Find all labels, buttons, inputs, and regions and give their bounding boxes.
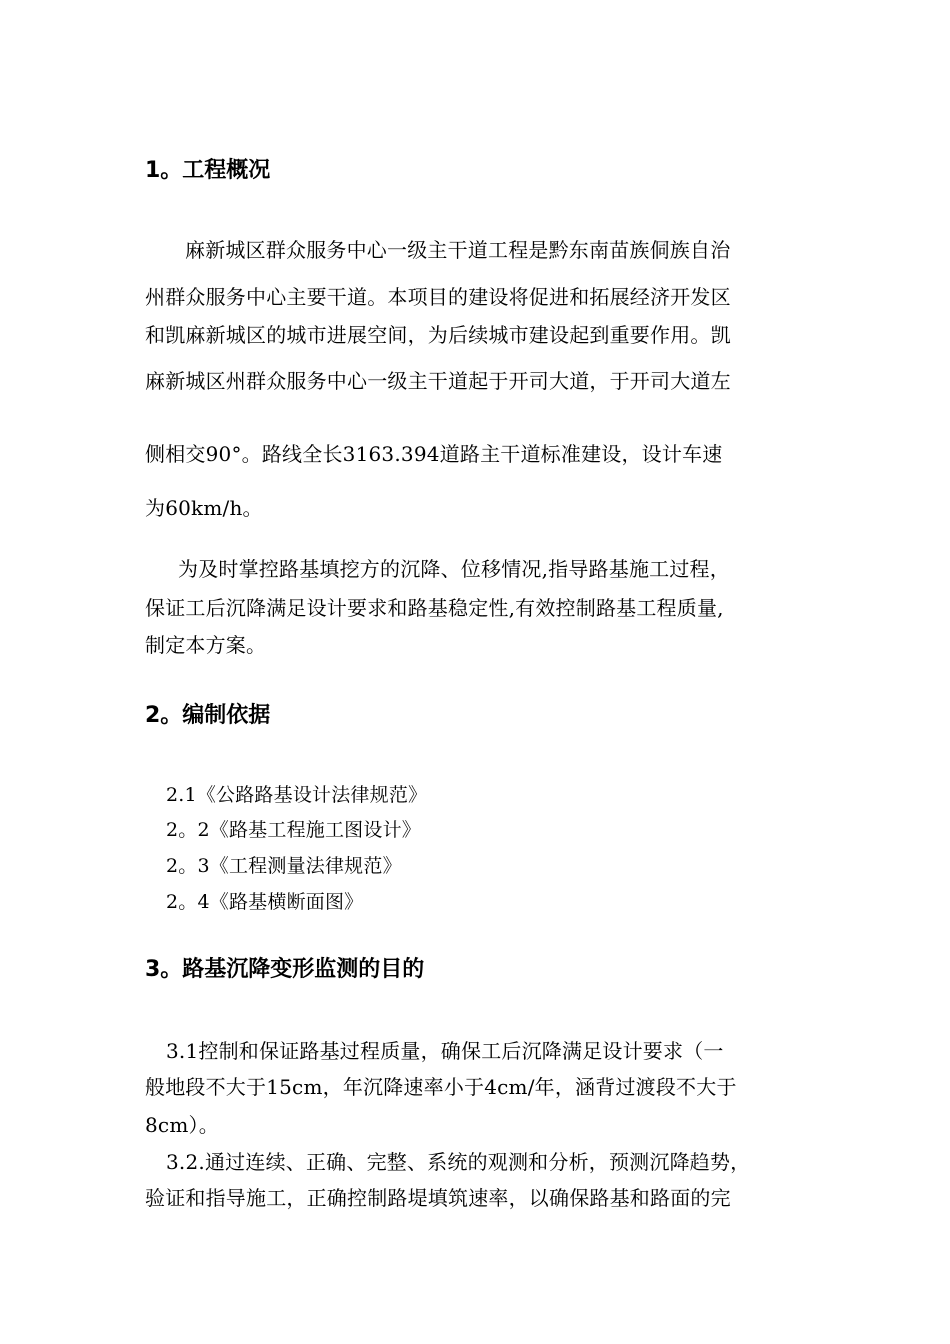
section-3-paragraph-1-line-3: 8cm）。 xyxy=(145,1113,219,1137)
section-3-paragraph-1-line-2: 般地段不大于15cm，年沉降速率小于4cm/年，涵背过渡段不大于 xyxy=(145,1075,737,1099)
reference-item-3: 2。3《工程测量法律规范》 xyxy=(166,855,402,877)
section-1-paragraph-1-line-2: 州群众服务中心主要干道。本项目的建设将促进和拓展经济开发区 xyxy=(145,285,731,309)
section-3-paragraph-2-line-1: 3.2.通过连续、正确、完整、系统的观测和分析，预测沉降趋势， xyxy=(166,1150,751,1174)
reference-item-2: 2。2《路基工程施工图设计》 xyxy=(166,819,421,841)
section-1-paragraph-1-line-3: 和凯麻新城区的城市进展空间，为后续城市建设起到重要作用。凯 xyxy=(145,323,731,347)
section-1-paragraph-1-line-4: 麻新城区州群众服务中心一级主干道起于开司大道，于开司大道左 xyxy=(145,369,731,393)
reference-item-1: 2.1《公路路基设计法律规范》 xyxy=(166,784,428,806)
section-1-paragraph-2-line-1: 为及时掌控路基填挖方的沉降、位移情况,指导路基施工过程， xyxy=(178,557,730,581)
section-3-paragraph-1-line-1: 3.1控制和保证路基过程质量，确保工后沉降满足设计要求（一 xyxy=(166,1039,724,1063)
section-1-paragraph-2-line-2: 保证工后沉降满足设计要求和路基稳定性,有效控制路基工程质量, xyxy=(145,596,724,620)
section-1-paragraph-1-line-5: 侧相交90°。路线全长3163.394道路主干道标准建设，设计车速 xyxy=(145,442,723,466)
section-1-paragraph-1-line-6: 为60km/h。 xyxy=(145,496,263,520)
section-3-heading: 3。路基沉降变形监测的目的 xyxy=(145,957,425,982)
section-1-heading: 1。工程概况 xyxy=(145,158,271,183)
section-2-heading: 2。编制依据 xyxy=(145,703,271,728)
section-1-paragraph-1-line-1: 麻新城区群众服务中心一级主干道工程是黔东南苗族侗族自治 xyxy=(185,238,731,262)
section-1-paragraph-2-line-3: 制定本方案。 xyxy=(145,633,267,657)
section-3-paragraph-2-line-2: 验证和指导施工，正确控制路堤填筑速率，以确保路基和路面的完 xyxy=(145,1186,731,1210)
reference-item-4: 2。4《路基横断面图》 xyxy=(166,891,364,913)
